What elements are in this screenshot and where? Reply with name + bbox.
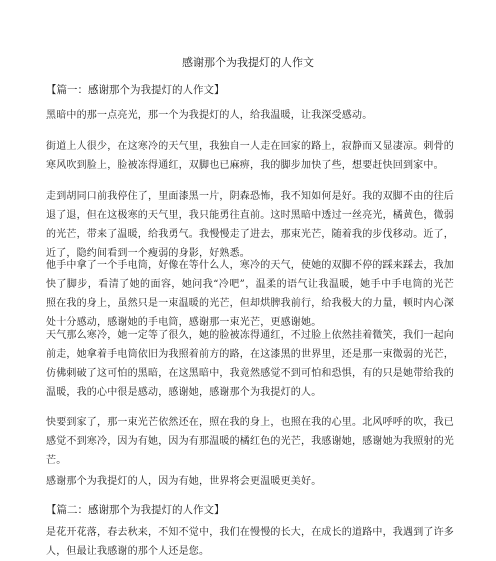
- document-title: 感谢那个为我提灯的人作文: [182, 56, 314, 69]
- section-heading-2: 【篇二：感谢那个为我提灯的人作文】: [46, 504, 225, 516]
- paragraph-7: 感谢那个为我提灯的人，因为有她，世界将会更温暖更美好。: [46, 476, 322, 487]
- section-heading-1: 【篇一：感谢那个为我提灯的人作文】: [46, 84, 225, 96]
- paragraph-2: 街道上人很少，在这寒冷的天气里，我独自一人走在回家的路上，寂静而又显凄凉。刺骨的寒风吹到脸上，脸被冻得通红，双脚也已麻痹，我的脚步加快了些，想要赶快回到家中。: [46, 141, 454, 171]
- paragraph-1: 黑暗中的那一点亮光，那一个为我提灯的人，给我温暖，让我深受感动。: [46, 110, 373, 121]
- paragraph-3: 走到胡同口前我停住了，里面漆黑一片，阴森恐怖，我不知如何是好。我的双脚不由的往后退了退，但在这极寒的天气里，我只能勇往直前。这时黑暗中透过一丝亮光，橘黄色，微弱的光芒，带来了温暖，给我勇气。我慢慢走了进去，那束光芒，随着我的步伐移动。近了，近了，隐约间看到一个瘦弱的身影，好熟悉。: [46, 191, 454, 259]
- paragraph-8: 是花开花落，春去秋来，不知不觉中，我们在慢慢的长大，在成长的道路中，我遇到了许多人，但最让我感谢的那个人还是您。: [46, 527, 454, 557]
- paragraph-4: 他手中拿了一个手电筒，好像在等什么人，寒冷的天气，使她的双脚不停的踩来踩去，我加快了脚步，看清了她的面容，她问我“冷吧”，温柔的语气让我温暖，她手中手电筒的光芒照在我的身上，虽然只是一束温暖的光芒，但却烘脾我前行，给我极大的力量，顿时内心深处十分感动，感谢她的手电筒，感谢那一束光芒，更感谢她。: [46, 260, 454, 328]
- paragraph-5: 天气那么寒冷，她一定等了很久，她的脸被冻得通红，不过脸上依然挂着微笑，我们一起向前走，她拿着手电筒依旧为我照着前方的路，在这漆黑的世界里，还是那一束微弱的光芒，仿佛刺破了这可怕的黑暗，在这黑暗中，我竟然感觉不到可怕和恐惧，有的只是她带给我的温暖，我的心中很是感动，感谢她，感谢那个为我提灯的人。: [46, 330, 454, 398]
- paragraph-6: 快要到家了，那一束光芒依然还在，照在我的身上，也照在我的心里。北风呼呼的吹，我已感觉不到寒冷，因为有她，因为有那温暖的橘红色的光芒，我感谢她，感谢她为我照射的光芒。: [46, 417, 454, 466]
